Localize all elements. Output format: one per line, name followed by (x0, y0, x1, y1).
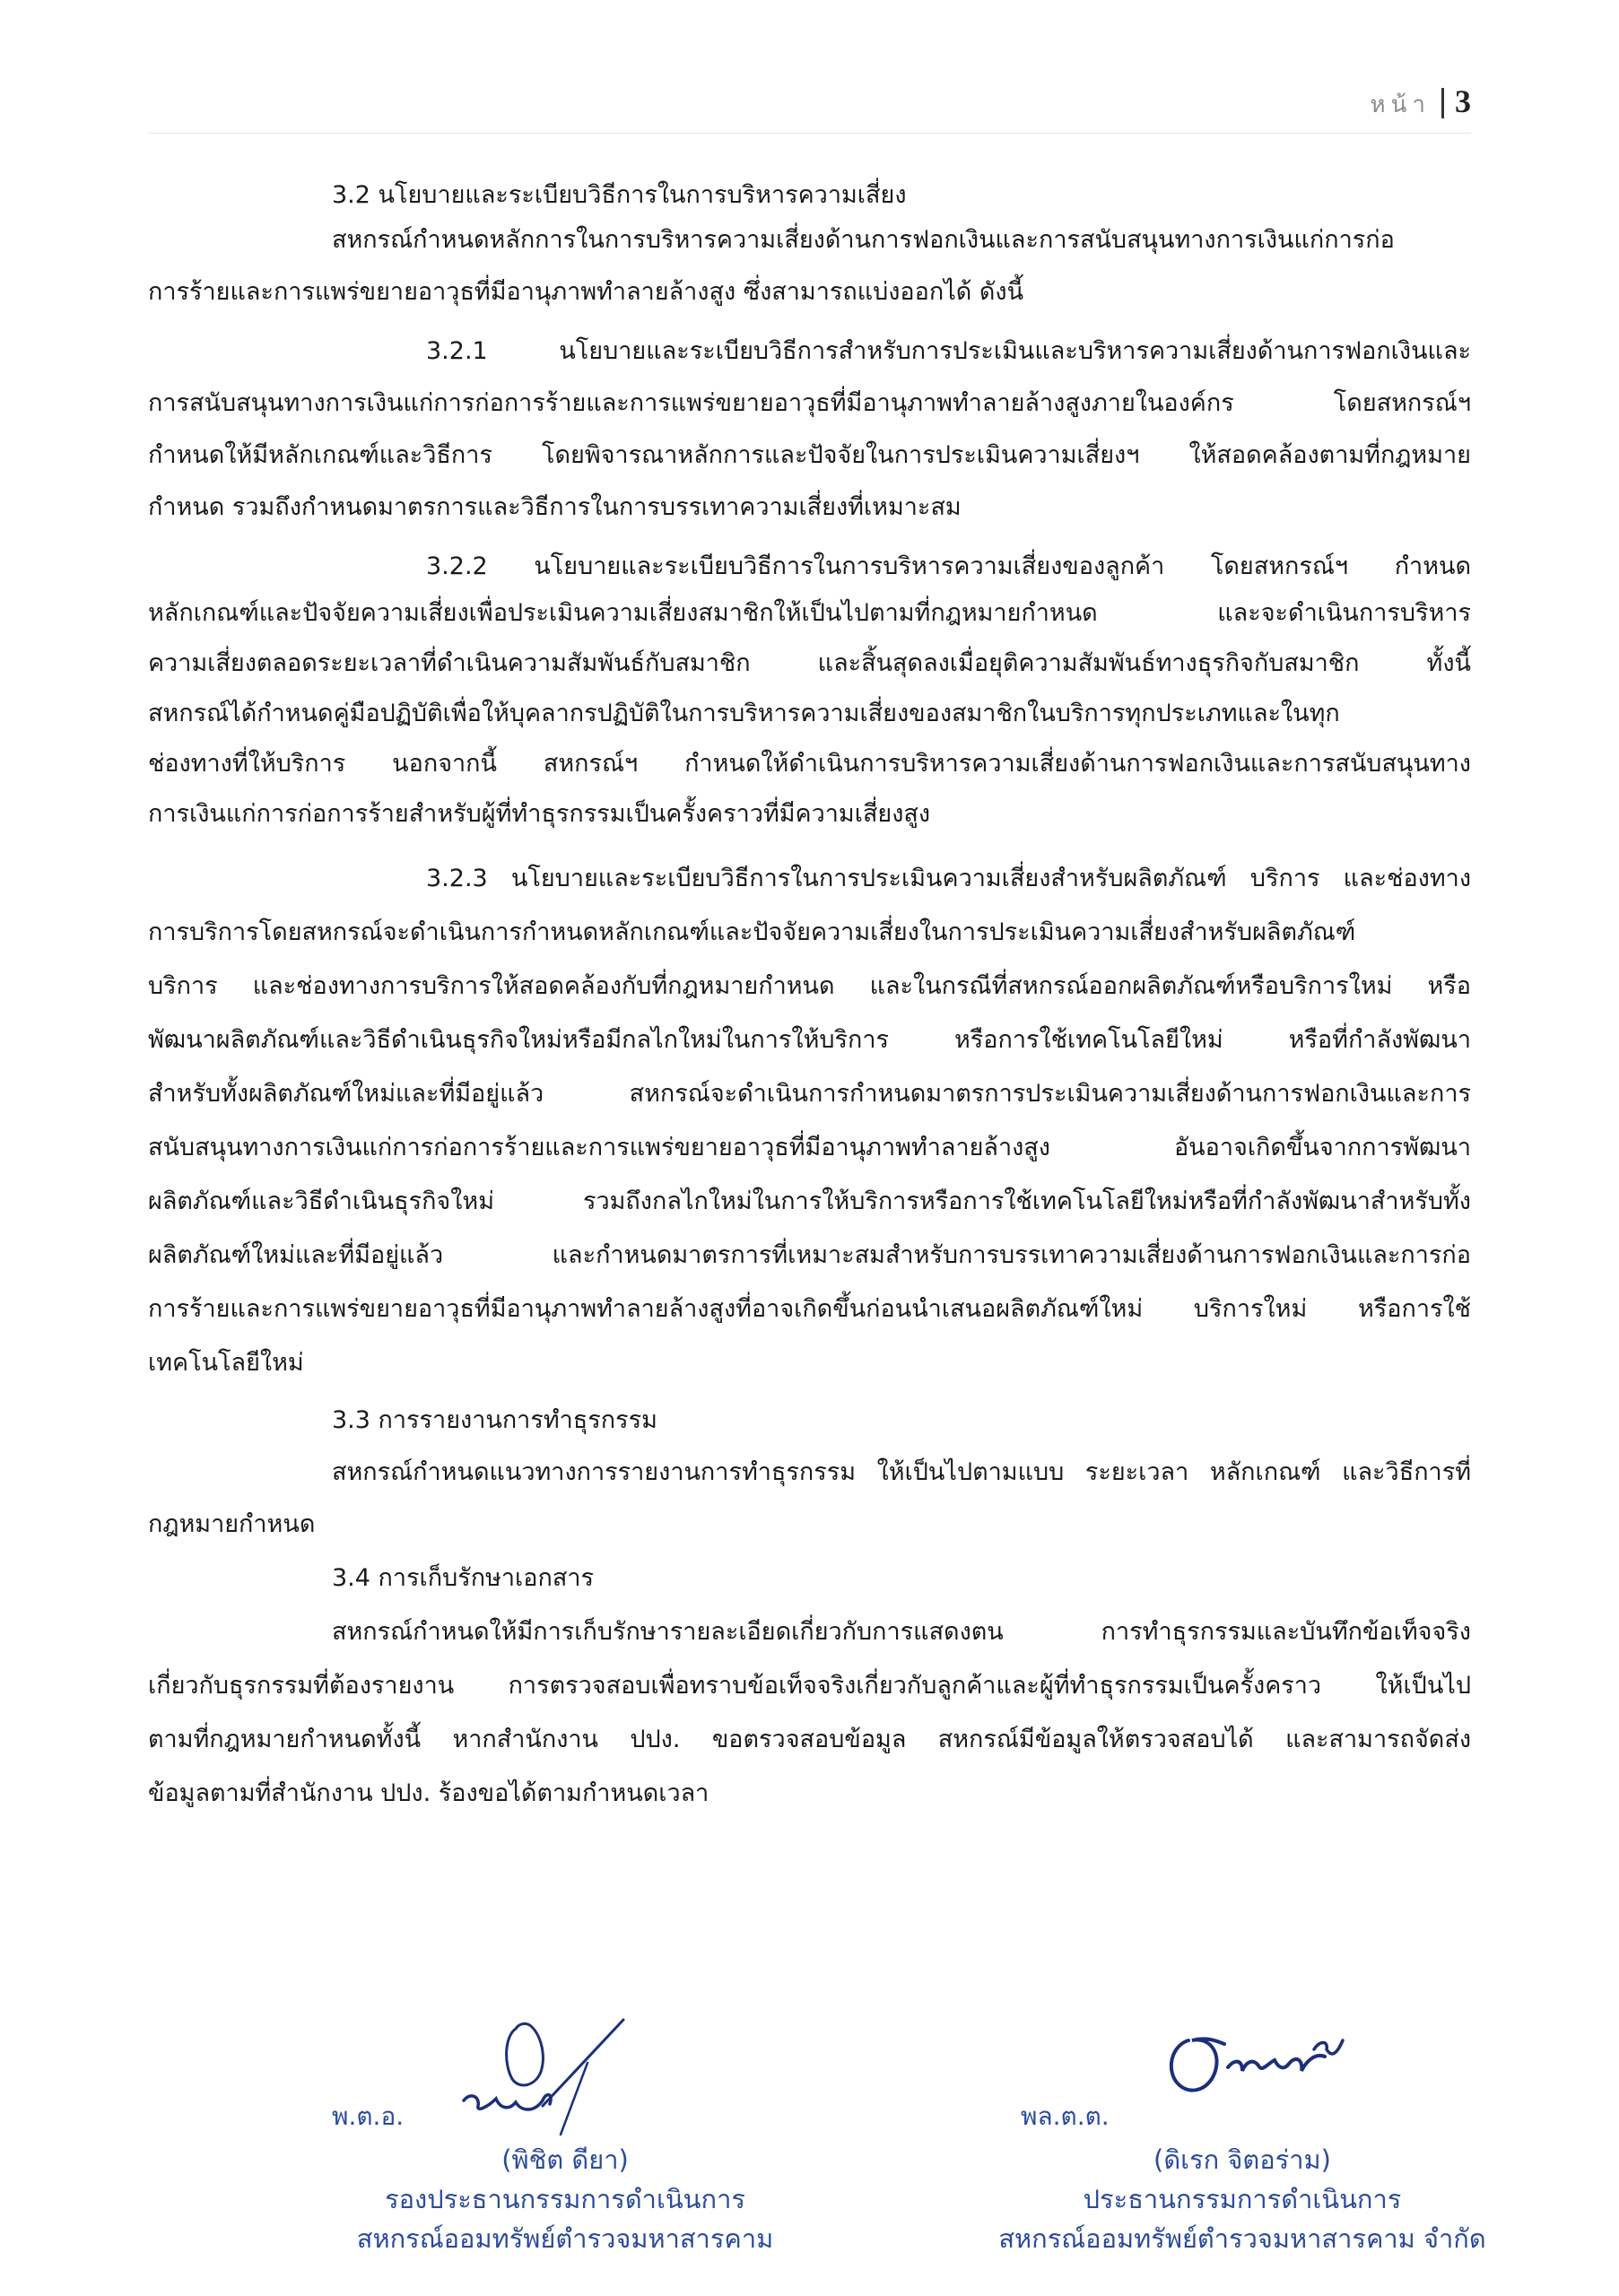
paragraph-line: พัฒนาผลิตภัณฑ์และวิธีดำเนินธุรกิจใหม่หรือมีกลไกใหม่ในการให้บริการ หรือการใช้เทคโนโลยีใหม่ หรือที่กำลังพัฒนา (148, 1026, 1471, 1054)
paragraph-line: เกี่ยวกับธุรกรรมที่ต้องรายงาน การตรวจสอบเพื่อทราบข้อเท็จจริงเกี่ยวกับลูกค้าและผู้ที่ทำธุรกรรมเป็นครั้งคราว ให้เป็นไป (148, 1672, 1471, 1700)
paragraph-line: บริการ และช่องทางการบริการให้สอดคล้องกับที่กฎหมายกำหนด และในกรณีที่สหกรณ์ออกผลิตภัณฑ์หรือบริการใหม่ หรือ (148, 972, 1471, 1000)
paragraph-line: สำหรับทั้งผลิตภัณฑ์ใหม่และที่มีอยู่แล้ว สหกรณ์จะดำเนินการกำหนดมาตรการประเมินความเสี่ยงด้านการฟอกเงินและการ (148, 1080, 1471, 1108)
subsection-heading-3-2-3: 3.2.3 นโยบายและระเบียบวิธีการในการประเมินความเสี่ยงสำหรับผลิตภัณฑ์ บริการ และช่องทาง (426, 865, 1471, 892)
paragraph-line: สหกรณ์ได้กำหนดคู่มือปฏิบัติเพื่อให้บุคลากรปฏิบัติในการบริหารความเสี่ยงของสมาชิกในบริการทุกประเภทและในทุก (148, 700, 1340, 727)
signer-rank: พล.ต.ต. (1021, 2101, 1110, 2131)
paragraph-line: สหกรณ์กำหนดให้มีการเก็บรักษารายละเอียดเกี่ยวกับการแสดงตน การทำธุรกรรมและบันทึกข้อเท็จจริง (332, 1618, 1471, 1646)
signer-rank: พ.ต.อ. (332, 2101, 405, 2131)
paragraph-line: กำหนด รวมถึงกำหนดมาตรการและวิธีการในการบรรเทาความเสี่ยงที่เหมาะสม (148, 493, 962, 521)
signer-name: (พิชิต ดียา) (501, 2144, 629, 2175)
header-rule (148, 133, 1471, 134)
handwritten-signature-left (453, 2000, 668, 2144)
paragraph-line: การบริการโดยสหกรณ์จะดำเนินการกำหนดหลักเกณฑ์และปัจจัยความเสี่ยงในการประเมินความเสี่ยงสำหรับผลิตภัณฑ์ (148, 918, 1356, 946)
paragraph-line: ผลิตภัณฑ์และวิธีดำเนินธุรกิจใหม่ รวมถึงกลไกใหม่ในการให้บริการหรือการใช้เทคโนโลยีใหม่หรือที่กำลังพัฒนาสำหรับทั้ง (148, 1187, 1471, 1215)
paragraph-line: สหกรณ์กำหนดแนวทางการรายงานการทำธุรกรรม ให้เป็นไปตามแบบ ระยะเวลา หลักเกณฑ์ และวิธีการที่ (332, 1458, 1471, 1486)
page-number: 3 (1455, 83, 1471, 119)
paragraph-line: เทคโนโลยีใหม่ (148, 1349, 304, 1377)
paragraph-line: ผลิตภัณฑ์ใหม่และที่มีอยู่แล้ว และกำหนดมาตรการที่เหมาะสมสำหรับการบรรเทาความเสี่ยงด้านการฟอกเงินและการก่อ (148, 1241, 1471, 1269)
handwritten-signature-right (1153, 2013, 1386, 2112)
paragraph-line: การสนับสนุนทางการเงินแก่การก่อการร้ายและการแพร่ขยายอาวุธที่มีอานุภาพทำลายล้างสูงภายในองค์กร โดยสหกรณ์ฯ (148, 389, 1471, 417)
section-heading-3-2: 3.2 นโยบายและระเบียบวิธีการในการบริหารความเสี่ยง (332, 181, 907, 209)
paragraph-line: การเงินแก่การก่อการร้ายสำหรับผู้ที่ทำธุรกรรมเป็นครั้งคราวที่มีความเสี่ยงสูง (148, 800, 931, 828)
section-heading-3-3: 3.3 การรายงานการทำธุรกรรม (332, 1406, 657, 1434)
paragraph-line: การร้ายและการแพร่ขยายอาวุธที่มีอานุภาพทำลายล้างสูง ซึ่งสามารถแบ่งออกได้ ดังนี้ (148, 278, 1024, 306)
signer-position: รองประธานกรรมการดำเนินการ (385, 2184, 745, 2214)
signer-organization: สหกรณ์ออมทรัพย์ตำรวจมหาสารคาม (356, 2223, 774, 2254)
signer-organization: สหกรณ์ออมทรัพย์ตำรวจมหาสารคาม จำกัด (998, 2223, 1486, 2254)
page-label: หน้า (1370, 91, 1431, 118)
section-heading-3-4: 3.4 การเก็บรักษาเอกสาร (332, 1564, 594, 1592)
paragraph-line: กฎหมายกำหนด (148, 1510, 316, 1538)
paragraph-line: ช่องทางที่ให้บริการ นอกจากนี้ สหกรณ์ฯ กำหนดให้ดำเนินการบริหารความเสี่ยงด้านการฟอกเงินและการสนับสนุนทาง (148, 750, 1471, 778)
paragraph-line: การร้ายและการแพร่ขยายอาวุธที่มีอานุภาพทำลายล้างสูงที่อาจเกิดขึ้นก่อนนำเสนอผลิตภัณฑ์ใหม่ บริการใหม่ หรือการใช้ (148, 1295, 1471, 1323)
paragraph-line: ตามที่กฎหมายกำหนดทั้งนี้ หากสำนักงาน ปปง. ขอตรวจสอบข้อมูล สหกรณ์มีข้อมูลให้ตรวจสอบได้ และสามารถจัดส่ง (148, 1726, 1471, 1753)
paragraph-line: สหกรณ์กำหนดหลักการในการบริหารความเสี่ยงด้านการฟอกเงินและการสนับสนุนทางการเงินแก่การก่อ (332, 226, 1395, 254)
paragraph-line: ข้อมูลตามที่สำนักงาน ปปง. ร้องขอได้ตามกำหนดเวลา (148, 1779, 709, 1807)
paragraph-line: ความเสี่ยงตลอดระยะเวลาที่ดำเนินความสัมพันธ์กับสมาชิก และสิ้นสุดลงเมื่อยุติความสัมพันธ์ทางธุรกิจกับสมาชิก ทั้งนี้ (148, 649, 1471, 677)
signer-position: ประธานกรรมการดำเนินการ (1083, 2184, 1402, 2214)
paragraph-line: กำหนดให้มีหลักเกณฑ์และวิธีการ โดยพิจารณาหลักการและปัจจัยในการประเมินความเสี่ยงฯ ให้สอดคล้องตามที่กฎหมาย (148, 441, 1471, 469)
page-separator (1441, 88, 1444, 118)
paragraph-line: หลักเกณฑ์และปัจจัยความเสี่ยงเพื่อประเมินความเสี่ยงสมาชิกให้เป็นไปตามที่กฎหมายกำหนด และจะดำเนินการบริหาร (148, 599, 1471, 627)
paragraph-line: สนับสนุนทางการเงินแก่การก่อการร้ายและการแพร่ขยายอาวุธที่มีอานุภาพทำลายล้างสูง อันอาจเกิดขึ้นจากการพัฒนา (148, 1134, 1471, 1161)
subsection-heading-3-2-1: 3.2.1 นโยบายและระเบียบวิธีการสำหรับการประเมินและบริหารความเสี่ยงด้านการฟอกเงินและ (426, 337, 1471, 365)
signer-name: (ดิเรก จิตอร่าม) (1153, 2144, 1331, 2175)
page-header (1370, 83, 1471, 123)
subsection-heading-3-2-2: 3.2.2 นโยบายและระเบียบวิธีการในการบริหารความเสี่ยงของลูกค้า โดยสหกรณ์ฯ กำหนด (426, 552, 1471, 580)
